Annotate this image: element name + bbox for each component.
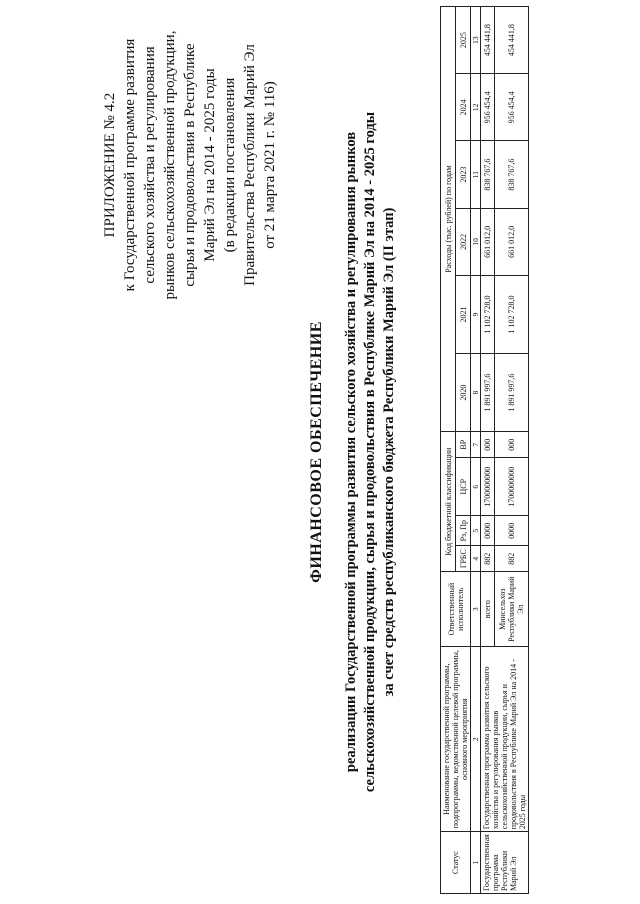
column-number: 3 (471, 572, 481, 647)
subtitle-line: реализации Государственной программы развития сельского хозяйства и регулирования рынков (343, 131, 359, 773)
column-number: 8 (471, 354, 481, 432)
header-grbs: ГРБС (456, 546, 471, 572)
appendix-line: Правительства Республики Марий Эл (242, 44, 258, 286)
row-name: Государственная программа развития сельского хозяйства и регулирования рынков сельскохозяйственной продукции, сырья и продовольствия в Республике Марий Эл на 2014 - 2025 годы (481, 647, 529, 832)
header-name: Наименование государственной программы, подпрограммы, ведомственной целевой программы, основного мероприятия (441, 647, 471, 832)
subtitle-line: за счет средств республиканского бюджета Республики Марий Эл (II этап) (381, 207, 397, 697)
row-amount: 956 454,4 (494, 74, 528, 141)
header-year: 2021 (456, 275, 471, 353)
appendix-line: ПРИЛОЖЕНИЕ № 4.2 (102, 92, 118, 238)
row-csr: 1700000000 (494, 458, 528, 516)
column-number: 11 (471, 141, 481, 208)
header-vr: ВР (456, 432, 471, 458)
column-number: 10 (471, 208, 481, 275)
row-rzpr: 0000 (494, 516, 528, 546)
row-amount: 1 891 997,6 (481, 354, 495, 432)
header-status: Статус (441, 832, 471, 894)
document-title: ФИНАНСОВОЕ ОБЕСПЕЧЕНИЕ (308, 321, 325, 583)
column-number: 13 (471, 7, 481, 74)
row-amount: 661 012,0 (481, 208, 495, 275)
column-number: 9 (471, 275, 481, 353)
header-budget-code: Код бюджетной классификации (441, 432, 456, 572)
financing-table (440, 6, 529, 894)
appendix-line: Марий Эл на 2014 - 2025 годы (202, 68, 218, 262)
document-subtitle (342, 60, 399, 844)
row-amount: 1 891 997,6 (494, 354, 528, 432)
column-number: 2 (471, 647, 481, 832)
row-grbs: 882 (481, 546, 495, 572)
row-amount: 1 102 728,0 (481, 275, 495, 353)
column-number: 1 (471, 832, 481, 894)
appendix-line: к Государственной программе развития (122, 38, 138, 292)
column-number: 4 (471, 546, 481, 572)
appendix-line: сельского хозяйства и регулирования (142, 46, 158, 284)
row-amount: 454 441,8 (494, 7, 528, 74)
header-rzpr: Рз, Пр (456, 516, 471, 546)
row-rzpr: 0000 (481, 516, 495, 546)
appendix-line: сырья и продовольствия в Республике (182, 43, 198, 287)
header-expenses: Расходы (тыс. рублей) по годам (441, 7, 456, 432)
column-number: 5 (471, 516, 481, 546)
appendix-block (100, 30, 280, 300)
header-row (441, 7, 456, 894)
appendix-line: (в редакции постановления (222, 77, 238, 253)
row-vr: 000 (494, 432, 528, 458)
column-number: 12 (471, 74, 481, 141)
column-number: 7 (471, 432, 481, 458)
subtitle-line: сельскохозяйственной продукции, сырья и продовольствия в Республике Марий Эл на 2014 - 2025 годы (362, 111, 378, 793)
column-number-row (471, 7, 481, 894)
table-row (481, 7, 495, 894)
header-year: 2024 (456, 74, 471, 141)
row-amount: 956 454,4 (481, 74, 495, 141)
header-year: 2020 (456, 354, 471, 432)
row-vr: 000 (481, 432, 495, 458)
row-csr: 1700000000 (481, 458, 495, 516)
header-executor: Ответственный исполнитель (441, 572, 471, 647)
row-grbs: 882 (494, 546, 528, 572)
header-year: 2025 (456, 7, 471, 74)
row-amount: 454 441,8 (481, 7, 495, 74)
row-executor: Минсельхоз Республики Марий Эл (494, 572, 528, 647)
column-number: 6 (471, 458, 481, 516)
header-year: 2022 (456, 208, 471, 275)
appendix-line: от 21 марта 2021 г. № 116) (262, 81, 278, 249)
header-year: 2023 (456, 141, 471, 208)
row-status: Государственная программа Республики Марий Эл (481, 832, 529, 894)
appendix-line: рынков сельскохозяйственной продукции, (162, 30, 178, 300)
row-amount: 838 767,6 (494, 141, 528, 208)
row-amount: 661 012,0 (494, 208, 528, 275)
row-executor: всего (481, 572, 495, 647)
header-csr: ЦСР (456, 458, 471, 516)
row-amount: 1 102 728,0 (494, 275, 528, 353)
row-amount: 838 767,6 (481, 141, 495, 208)
